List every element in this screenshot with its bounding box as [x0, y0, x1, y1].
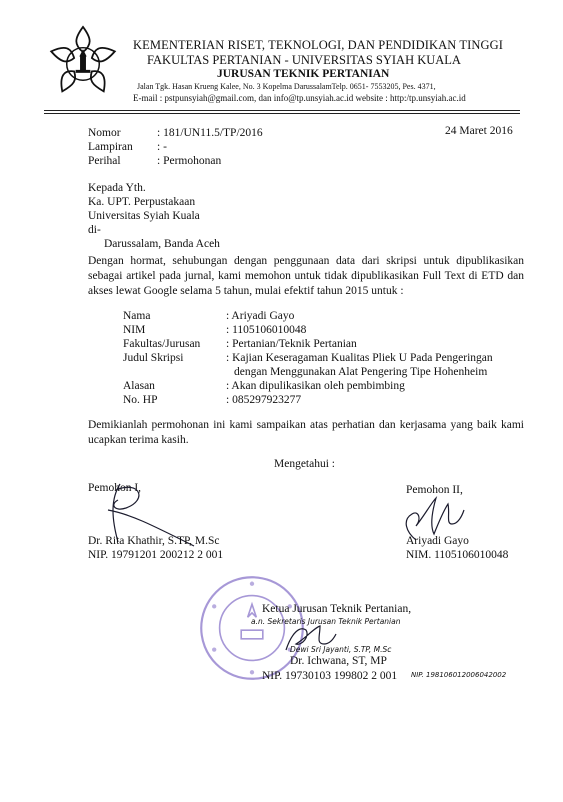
department-name: JURUSAN TEKNIK PERTANIAN	[217, 68, 390, 80]
detail-value-judul-cont: dengan Menggunakan Alat Pengering Tipe Hohenheim	[234, 366, 488, 378]
lampiran-value: : -	[157, 141, 167, 153]
detail-label-alasan: Alasan	[123, 380, 155, 392]
faculty-name: FAKULTAS PERTANIAN - UNIVERSITAS SYIAH KUALA	[147, 53, 461, 67]
detail-value-alasan: : Akan dipulikasikan oleh pembimbing	[226, 380, 405, 392]
recipient-line-1: Kepada Yth.	[88, 182, 146, 194]
recipient-line-4: di-	[88, 224, 101, 236]
detail-label-nama: Nama	[123, 310, 151, 322]
signatory2-title: Pemohon II,	[406, 484, 463, 496]
detail-label-hp: No. HP	[123, 394, 158, 406]
recipient-line-3: Universitas Syiah Kuala	[88, 210, 200, 222]
closing-paragraph: Demikianlah permohonan ini kami sampaikan atas perhatian dan kerjasama yang baik kami ucapkan terima kasih.	[88, 419, 524, 446]
detail-value-nim: : 1105106010048	[226, 324, 307, 336]
perihal-label: Perihal	[88, 155, 121, 167]
signatory3-title: Ketua Jurusan Teknik Pertanian,	[262, 603, 412, 615]
detail-value-nama: : Ariyadi Gayo	[226, 310, 295, 322]
handwritten-an: a.n. Sekretaris Jurusan Teknik Pertanian	[251, 617, 401, 626]
address: Jalan Tgk. Hasan Krueng Kalee, No. 3 Kopelma DarussalamTelp. 0651- 7553205, Pes. 4371,	[137, 82, 436, 91]
ministry-name: KEMENTERIAN RISET, TEKNOLOGI, DAN PENDIDIKAN TINGGI	[133, 38, 503, 52]
detail-value-fakultas: : Pertanian/Teknik Pertanian	[226, 338, 357, 350]
nomor-value: : 181/UN11.5/TP/2016	[157, 127, 263, 139]
signatory3-id: NIP. 19730103 199802 2 001	[262, 670, 398, 682]
opening-paragraph: Dengan hormat, sehubungan dengan penggunaan data dari skripsi untuk dipublikasikan sebagai artikel pada jurnal, kami memohon untuk tidak dipublikasikan Full Text di ETD dan akses lewat Google selama 5 tahun, mulai efektif tahun 2015 untuk :	[88, 255, 524, 297]
detail-value-judul: : Kajian Keseragaman Kualitas Pliek U Pada Pengeringan	[226, 352, 493, 364]
signatory2-id: NIM. 1105106010048	[406, 549, 509, 561]
nomor-label: Nomor	[88, 127, 121, 139]
signatory1-id: NIP. 19791201 200212 2 001	[88, 549, 224, 561]
signatory2-name: Ariyadi Gayo	[406, 535, 469, 547]
detail-label-judul: Judul Skripsi	[123, 352, 184, 364]
handwritten-name: Dewi Sri Jayanti, S.TP, M.Sc	[290, 645, 392, 654]
signatory3-name: Dr. Ichwana, ST, MP	[290, 655, 387, 667]
letter-date: 24 Maret 2016	[445, 125, 513, 137]
signatory1-title: Pemohon I,	[88, 482, 142, 494]
recipient-line-5: Darussalam, Banda Aceh	[104, 238, 220, 250]
lampiran-label: Lampiran	[88, 141, 133, 153]
detail-value-hp: : 085297923277	[226, 394, 302, 406]
perihal-value: : Permohonan	[157, 155, 222, 167]
signatory1-name: Dr. Rita Khathir, S.TP, M.Sc	[88, 535, 220, 547]
handwritten-nip: NIP. 198106012006042002	[411, 671, 507, 679]
university-logo-icon	[46, 24, 120, 98]
detail-label-fakultas: Fakultas/Jurusan	[123, 338, 201, 350]
recipient-line-2: Ka. UPT. Perpustakaan	[88, 196, 196, 208]
header-rule	[44, 110, 520, 111]
mengetahui-label: Mengetahui :	[274, 458, 335, 470]
header-rule-thin	[44, 113, 520, 114]
detail-label-nim: NIM	[123, 324, 146, 336]
contact-line: E-mail : pstpunsyiah@gmail.com, dan info@tp.unsyiah.ac.id website : http:/tp.unsyiah.ac.id	[133, 93, 466, 103]
